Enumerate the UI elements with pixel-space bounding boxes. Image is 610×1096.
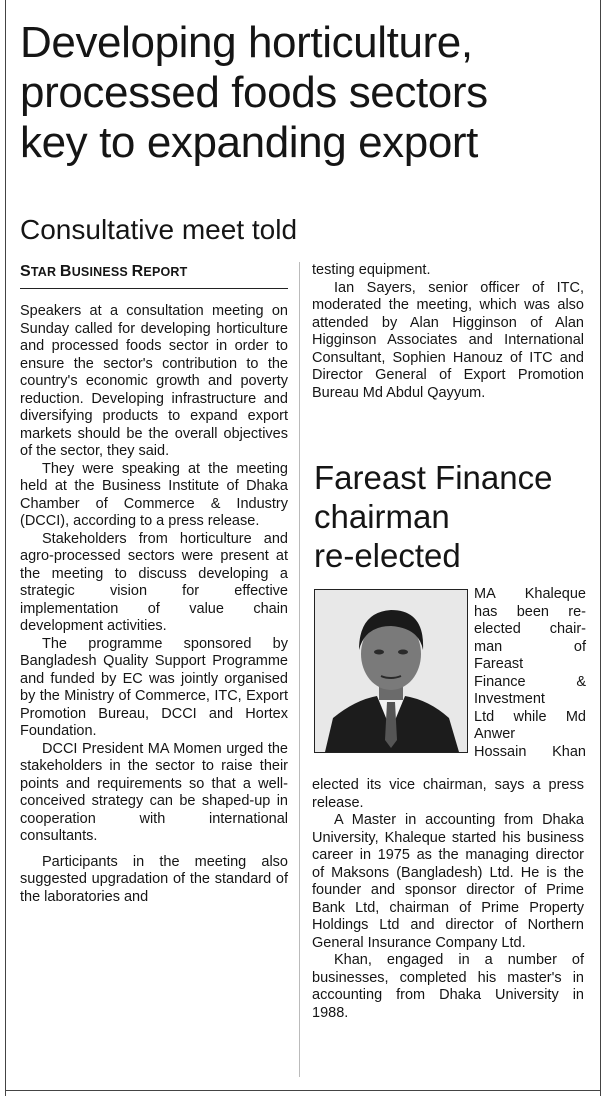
article-paragraph: The programme sponsored by Bangladesh Quality Support Programme and funded by EC was jointly organised by the Ministry of Commerce, ITC, Export Promotion Bureau, DCCI and Hortex Foundation. xyxy=(20,635,288,739)
brief-wrap-text xyxy=(474,586,586,761)
brief-wrap-line: Anwer xyxy=(474,726,516,742)
main-headline xyxy=(20,18,595,168)
byline: STAR BUSINESS REPORT xyxy=(20,263,188,280)
brief-paragraph: Khan, engaged in a number of businesses, completed his master's in accounting from Dhaka University in 1988. xyxy=(312,952,584,1021)
headline-line: processed foods sectors xyxy=(20,68,488,117)
headline-line: Developing horticulture, xyxy=(20,18,473,67)
portrait-photo-icon xyxy=(314,589,468,753)
brief-headline xyxy=(314,458,589,575)
brief-wrap-line: Finance & xyxy=(474,673,586,690)
brief-headline-line: re-elected xyxy=(314,537,461,574)
article-paragraph: Stakeholders from horticulture and agro-processed sectors were present at the meeting to discuss developing a strategic vision for effective implementation of value chain development activities. xyxy=(20,530,288,634)
brief-headline-line: Fareast Finance xyxy=(314,459,553,496)
brief-paragraph: elected its vice chairman, says a press release. xyxy=(312,777,584,811)
article-continued-column xyxy=(312,262,584,402)
brief-headline-line: chairman xyxy=(314,498,450,535)
article-paragraph: DCCI President MA Momen urged the stakeholders in the sector to raise their points and requirements so that a well-conceived strategy can be shaped-up in cooperation with international consultants. xyxy=(20,740,288,844)
brief-paragraph: A Master in accounting from Dhaka University, Khaleque started his business career in 1975 as the managing director of Maksons (Bangladesh) Ltd. He is the founder and sponsor director of Prime Bank Ltd, chairman of Prime Property Holdings Ltd and director of Northern General Insurance Company Ltd. xyxy=(312,812,584,951)
article-paragraph: Speakers at a consultation meeting on Sunday called for developing horticulture and processed foods sector in order to ensure the sector's contribution to the country's economic growth and poverty reduction. Developing infrastructure and diversifying products to expand export markets should be the overall objectives of the sector, they said. xyxy=(20,303,288,459)
brief-wrap-line: Investment xyxy=(474,691,545,707)
brief-wrap-line: elected chair- xyxy=(474,621,586,637)
brief-wrap-line: man of xyxy=(474,638,586,655)
page-right-border xyxy=(600,0,601,1096)
brief-wrap-line: Fareast xyxy=(474,656,524,672)
brief-wrap-line: Ltd while Md xyxy=(474,708,586,725)
brief-wrap-line: Hossain Khan xyxy=(474,743,586,760)
page-left-border xyxy=(5,0,6,1096)
headline-line: key to expanding export xyxy=(20,118,478,167)
article-left-column xyxy=(20,303,288,906)
article-paragraph: They were speaking at the meeting held at the Business Institute of Dhaka Chamber of Commerce & Industry (DCCI), according to a press release. xyxy=(20,460,288,529)
page-bottom-border xyxy=(5,1090,601,1091)
column-divider xyxy=(299,262,300,1077)
article-paragraph: Ian Sayers, senior officer of ITC, moderated the meeting, which was also attended by Alan Higginson of Alan Higginson Associates and International Consultant, Sophien Hanouz of ITC and Director General of Export Promotion Bureau Md Abdul Qayyum. xyxy=(312,279,584,401)
article-paragraph: Participants in the meeting also suggested upgradation of the standard of the laboratories and xyxy=(20,853,288,905)
brief-wrap-line: MA Khaleque xyxy=(474,586,586,602)
article-paragraph: testing equipment. xyxy=(312,262,431,278)
sub-headline: Consultative meet told xyxy=(20,214,298,245)
brief-body xyxy=(312,777,584,1022)
brief-wrap-line: has been re- xyxy=(474,603,586,620)
byline-divider xyxy=(20,288,288,289)
